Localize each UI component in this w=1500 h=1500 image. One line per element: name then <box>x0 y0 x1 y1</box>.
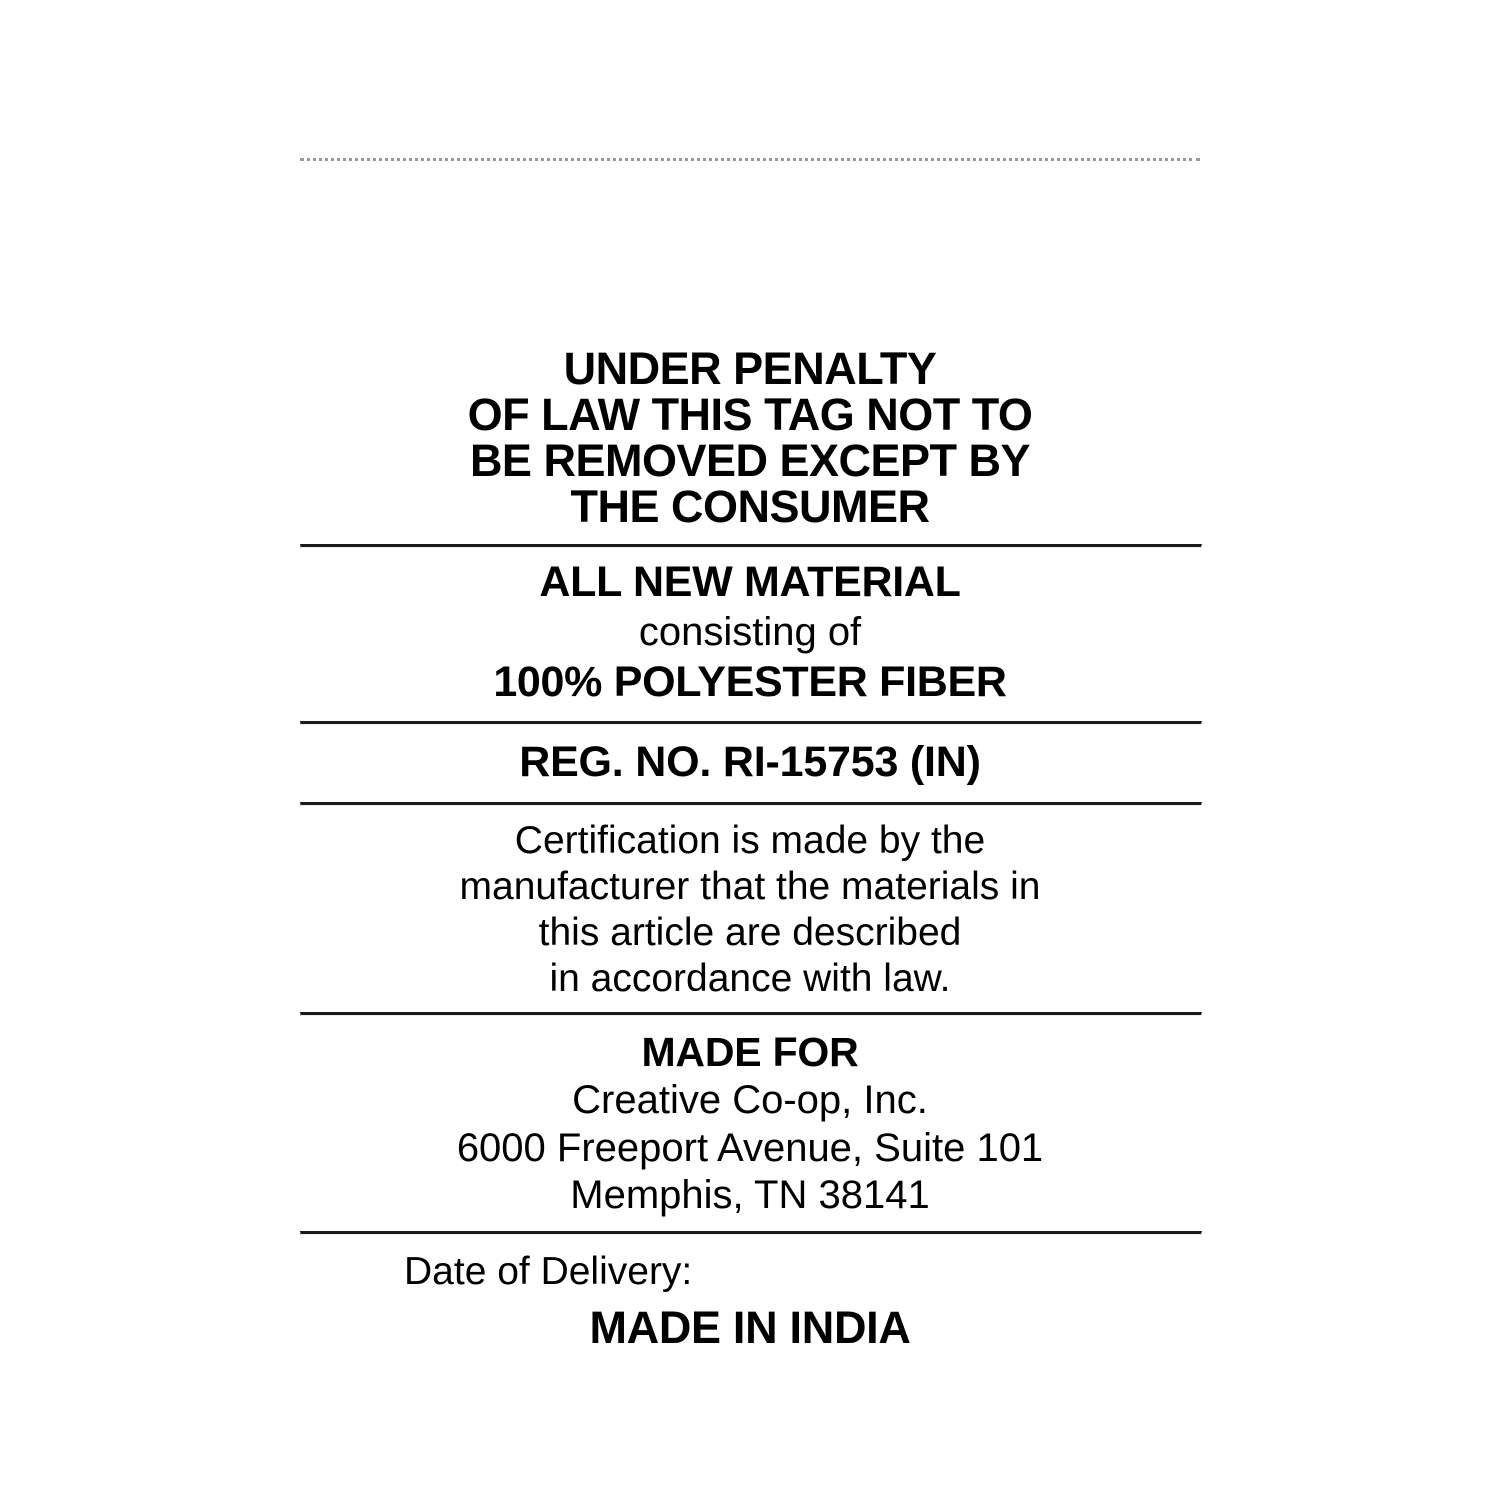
penalty-notice-line-2: OF LAW THIS TAG NOT TO <box>467 388 1033 440</box>
penalty-notice-line-1: UNDER PENALTY <box>563 343 937 394</box>
penalty-notice-block <box>300 340 1200 544</box>
company-name: Creative Co-op, Inc. <box>572 1078 928 1123</box>
country-of-origin: MADE IN INDIA <box>589 1301 911 1353</box>
certification-line-1: Certification is made by the <box>514 819 986 863</box>
material-subtitle: consisting of <box>638 610 862 654</box>
registration-block <box>300 725 1200 803</box>
certification-line-4: in accordance with law. <box>549 957 951 1001</box>
company-address-line-2: Memphis, TN 38141 <box>570 1172 930 1217</box>
label-body <box>300 340 1200 1356</box>
penalty-notice-line-3: BE REMOVED EXCEPT BY <box>469 434 1031 486</box>
material-title: ALL NEW MATERIAL <box>539 557 961 606</box>
material-fiber-content: 100% POLYESTER FIBER <box>493 658 1007 706</box>
made-for-block <box>300 1016 1200 1231</box>
date-of-delivery-label: Date of Delivery: <box>404 1250 693 1293</box>
footer-block <box>300 1235 1200 1356</box>
certification-block <box>300 806 1200 1012</box>
company-address-line-1: 6000 Freeport Avenue, Suite 101 <box>456 1125 1044 1170</box>
penalty-notice-line-4: THE CONSUMER <box>570 480 930 532</box>
certification-line-2: manufacturer that the materials in <box>459 865 1041 909</box>
material-block <box>300 548 1200 721</box>
certification-line-3: this article are described <box>538 911 962 955</box>
registration-number: REG. NO. RI-15753 (IN) <box>519 737 981 786</box>
made-for-title: MADE FOR <box>641 1029 859 1076</box>
perforation-dotted-line <box>300 158 1200 161</box>
